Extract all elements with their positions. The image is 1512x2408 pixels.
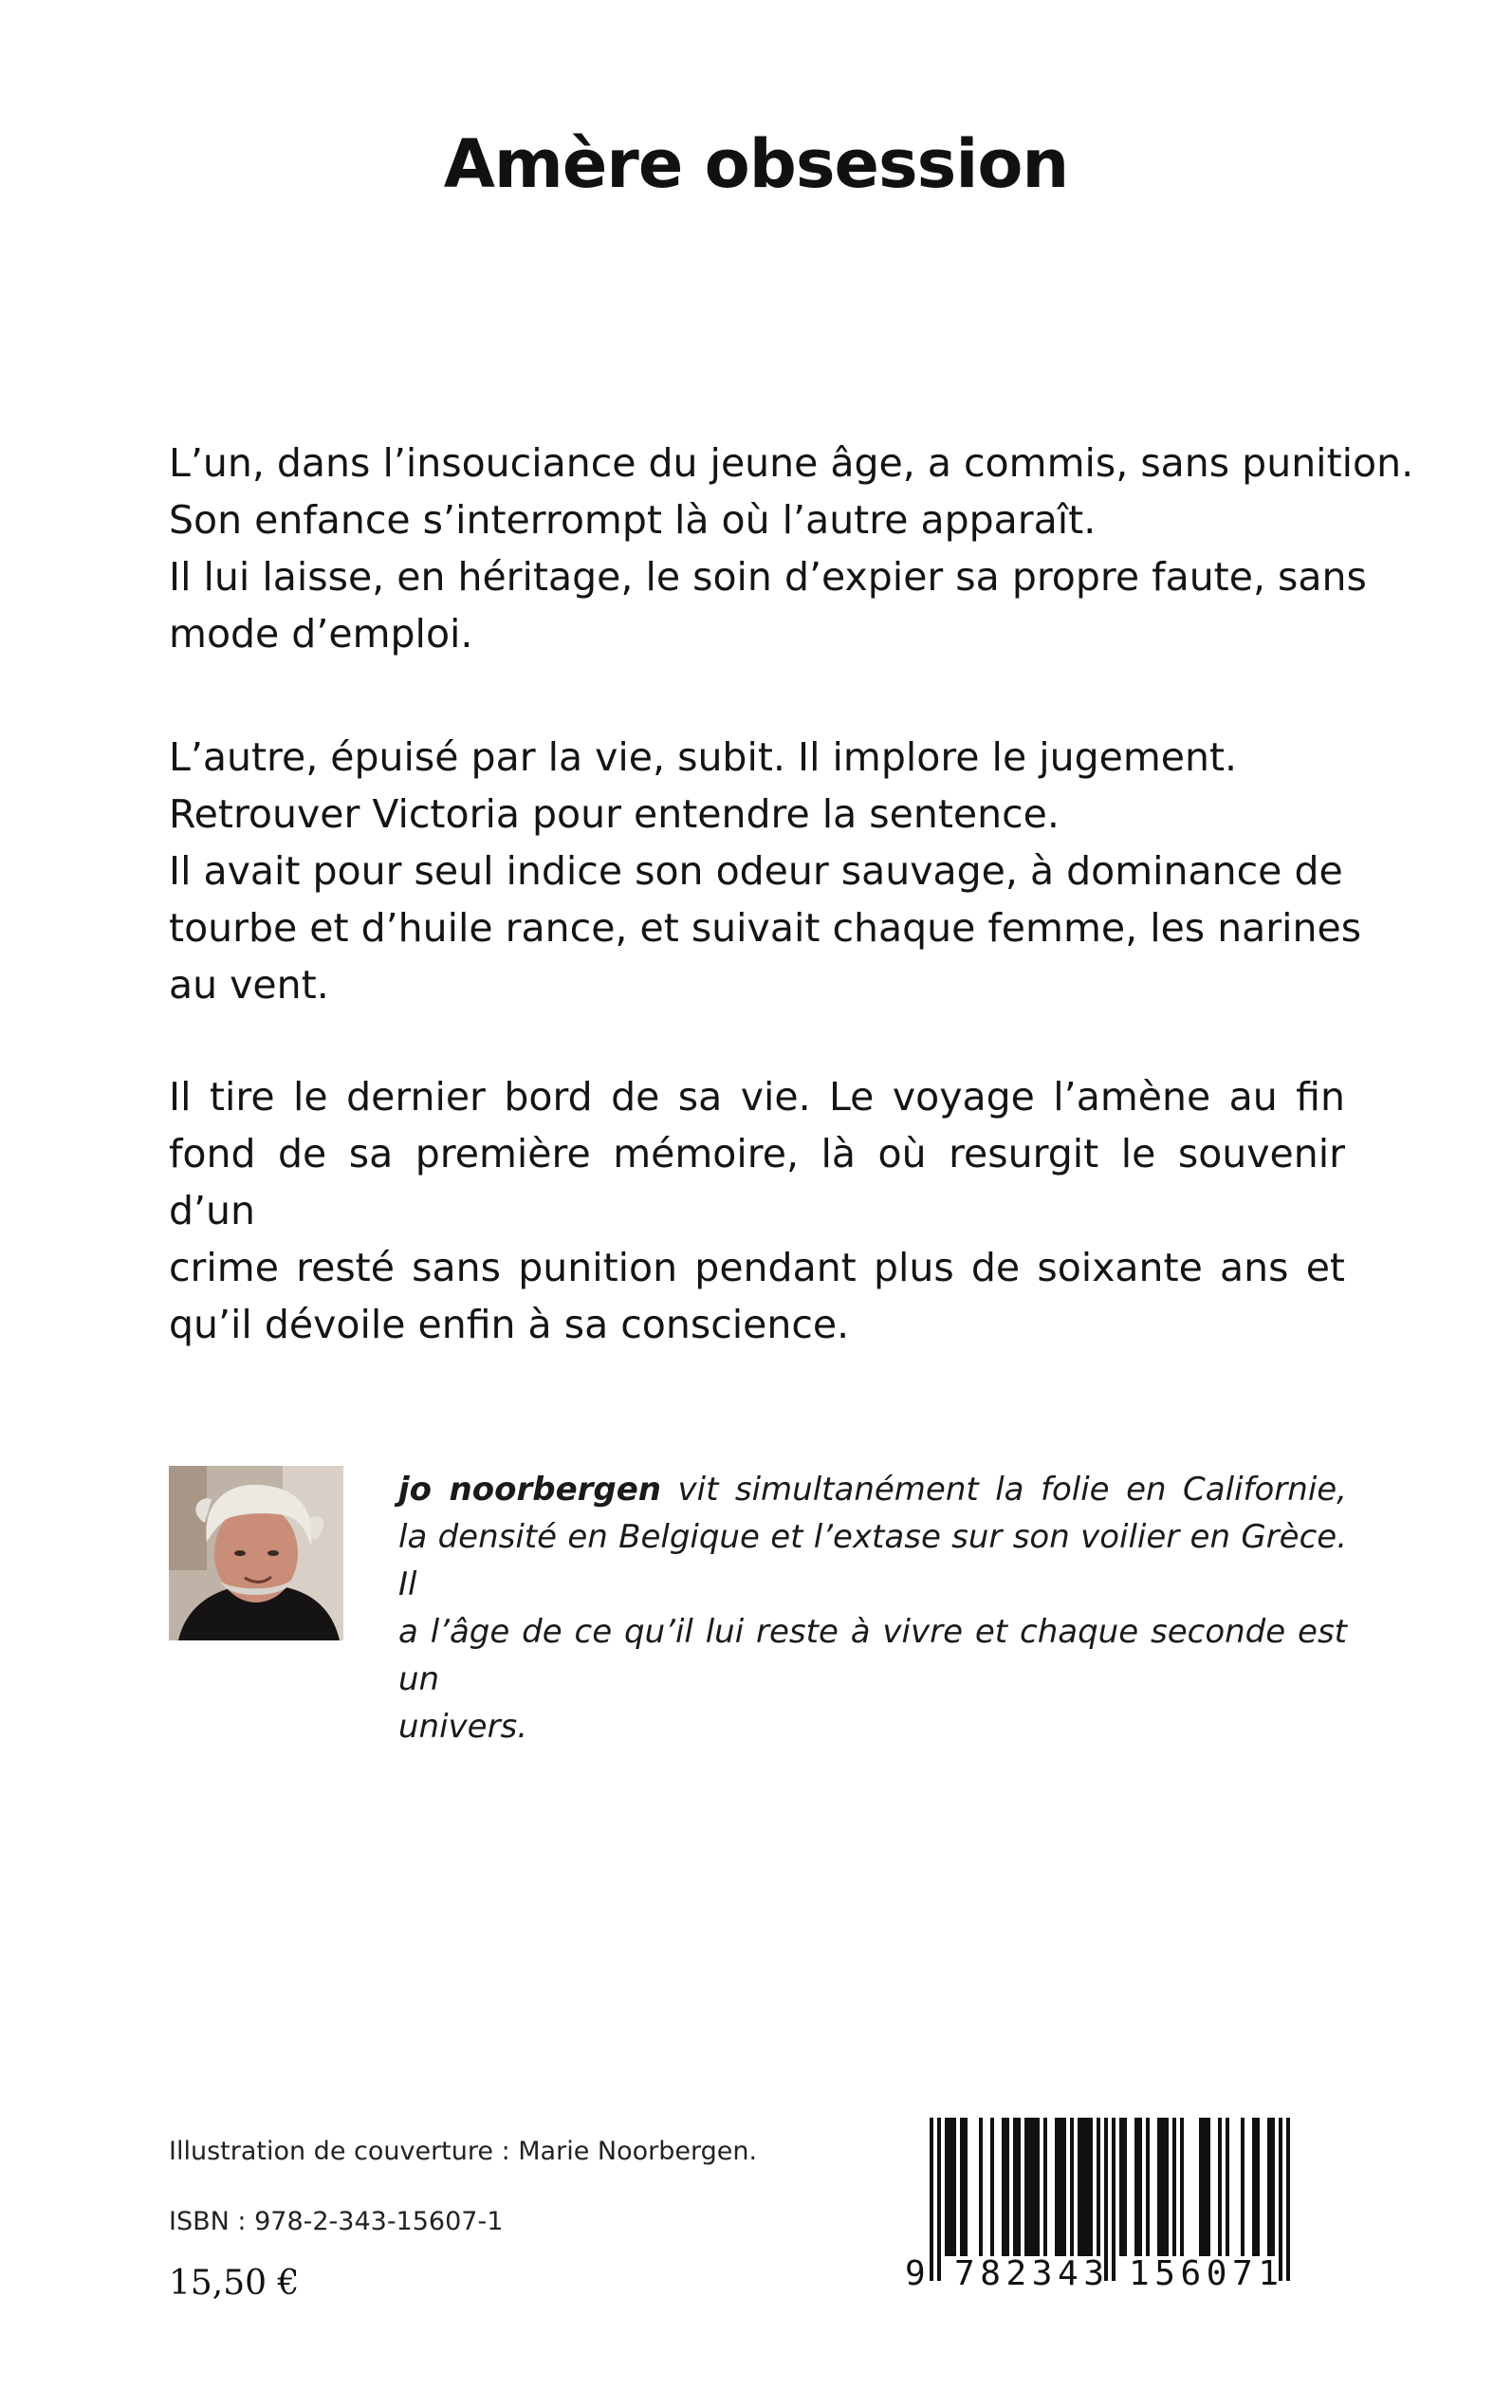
barcode-bar — [1059, 2118, 1062, 2256]
barcode-graphic — [897, 2112, 1315, 2292]
barcode-bar — [1024, 2118, 1028, 2256]
author-portrait-image — [169, 1466, 343, 1640]
blurb-line: qu’il dévoile enfin à sa conscience. — [169, 1302, 850, 1347]
barcode-guard-bar — [1286, 2118, 1290, 2281]
barcode-bar — [1081, 2118, 1085, 2256]
barcode-bar — [1226, 2118, 1229, 2256]
barcode-bar — [1123, 2118, 1127, 2256]
barcode-bar — [1085, 2118, 1089, 2256]
barcode-bar — [1157, 2118, 1161, 2256]
blurb-line: Il avait pour seul indice son odeur sauvage, à dominance de — [169, 848, 1343, 894]
blurb-line: mode d’emploi. — [169, 611, 473, 657]
barcode-bar — [1134, 2118, 1138, 2256]
barcode-bar — [979, 2118, 983, 2256]
barcode-bar — [1207, 2118, 1210, 2256]
barcode-bar — [1028, 2118, 1032, 2256]
barcode-bar — [1097, 2118, 1100, 2256]
blurb-line: Il lui laisse, en héritage, le soin d’expier sa propre faute, sans — [169, 554, 1367, 600]
author-bio — [398, 1466, 1347, 1750]
barcode-bar — [1199, 2118, 1203, 2256]
blurb-line: fond de sa première mémoire, là où resurgit le souvenir d’un — [169, 1131, 1345, 1233]
barcode-guard-bar — [1112, 2118, 1116, 2281]
barcode-bar — [949, 2118, 952, 2256]
bio-line-1-text: vit simultanément la folie en Californie, — [677, 1471, 1347, 1509]
blurb-line: Il tire le dernier bord de sa vie. Le voyage l’amène au fin — [169, 1074, 1345, 1120]
barcode-bar — [1032, 2118, 1036, 2256]
illustration-credit: Illustration de couverture : Marie Noorbergen. — [169, 2137, 758, 2166]
barcode-guard-bar — [937, 2118, 941, 2281]
barcode-digit-lead: 9 — [905, 2254, 926, 2292]
barcode-bar — [1271, 2118, 1275, 2256]
blurb-line: crime resté sans punition pendant plus de soixante ans et — [169, 1245, 1345, 1290]
barcode-bar — [1078, 2118, 1081, 2256]
barcode-bar — [1165, 2118, 1169, 2256]
barcode-bar — [1241, 2118, 1245, 2256]
barcode-guard-bar — [930, 2118, 933, 2281]
barcode-bar — [1256, 2118, 1260, 2256]
blurb-line: L’un, dans l’insouciance du jeune âge, a commis, sans punition. — [169, 440, 1414, 486]
barcode-bar — [1070, 2118, 1074, 2256]
book-title: Amère obsession — [443, 125, 1069, 203]
barcode-guard-bar — [1104, 2118, 1108, 2281]
barcode-bar — [1055, 2118, 1059, 2256]
price: 15,50 € — [169, 2264, 300, 2303]
barcode-bar — [1138, 2118, 1142, 2256]
blurb-line: Son enfance s’interrompt là où l’autre apparaît. — [169, 497, 1097, 543]
barcode-bar — [1089, 2118, 1093, 2256]
bio-line — [398, 1466, 1347, 1513]
barcode-bar — [1252, 2118, 1256, 2256]
isbn: ISBN : 978-2-343-15607-1 — [169, 2207, 504, 2236]
barcode-bar — [960, 2118, 964, 2256]
barcode-bar — [1062, 2118, 1066, 2256]
barcode-bar — [952, 2118, 956, 2256]
barcode-bar — [1203, 2118, 1207, 2256]
barcode-bar — [1043, 2118, 1047, 2256]
barcode-guard-bar — [1279, 2118, 1282, 2281]
blurb-paragraph-1 — [169, 435, 1414, 662]
barcode-digits-left: 782343 — [954, 2254, 1104, 2292]
blurb-line: au vent. — [169, 962, 329, 1008]
author-name: jo noorbergen — [398, 1471, 661, 1509]
barcode-bar — [1146, 2118, 1150, 2256]
barcode-bar — [1017, 2118, 1021, 2256]
barcode — [897, 2112, 1315, 2292]
barcode-bar — [1172, 2118, 1176, 2256]
blurb-line: Retrouver Victoria pour entendre la sentence. — [169, 791, 1060, 837]
barcode-bar — [1180, 2118, 1184, 2256]
author-photo — [169, 1466, 343, 1640]
barcode-bar — [1267, 2118, 1271, 2256]
barcode-bar — [990, 2118, 994, 2256]
barcode-bar — [1218, 2118, 1222, 2256]
blurb-paragraph-3 — [169, 1068, 1345, 1353]
barcode-bar — [1161, 2118, 1165, 2256]
barcode-bar — [1005, 2118, 1009, 2256]
bio-line: la densité en Belgique et l’extase sur son voilier en Grèce. Il — [398, 1518, 1347, 1603]
barcode-bar — [1119, 2118, 1123, 2256]
barcode-bar — [1036, 2118, 1040, 2256]
blurb-line: tourbe et d’huile rance, et suivait chaque femme, les narines — [169, 905, 1362, 951]
barcode-bar — [964, 2118, 968, 2256]
barcode-bar — [945, 2118, 949, 2256]
bio-line: univers. — [398, 1708, 528, 1746]
blurb-line: L’autre, épuisé par la vie, subit. Il implore le jugement. — [169, 734, 1238, 780]
blurb-paragraph-2 — [169, 729, 1362, 1013]
barcode-bar — [1002, 2118, 1005, 2256]
barcode-digits-right: 156071 — [1129, 2254, 1279, 2292]
barcode-bar — [1013, 2118, 1017, 2256]
bio-line: a l’âge de ce qu’il lui reste à vivre et chaque seconde est un — [398, 1613, 1347, 1698]
